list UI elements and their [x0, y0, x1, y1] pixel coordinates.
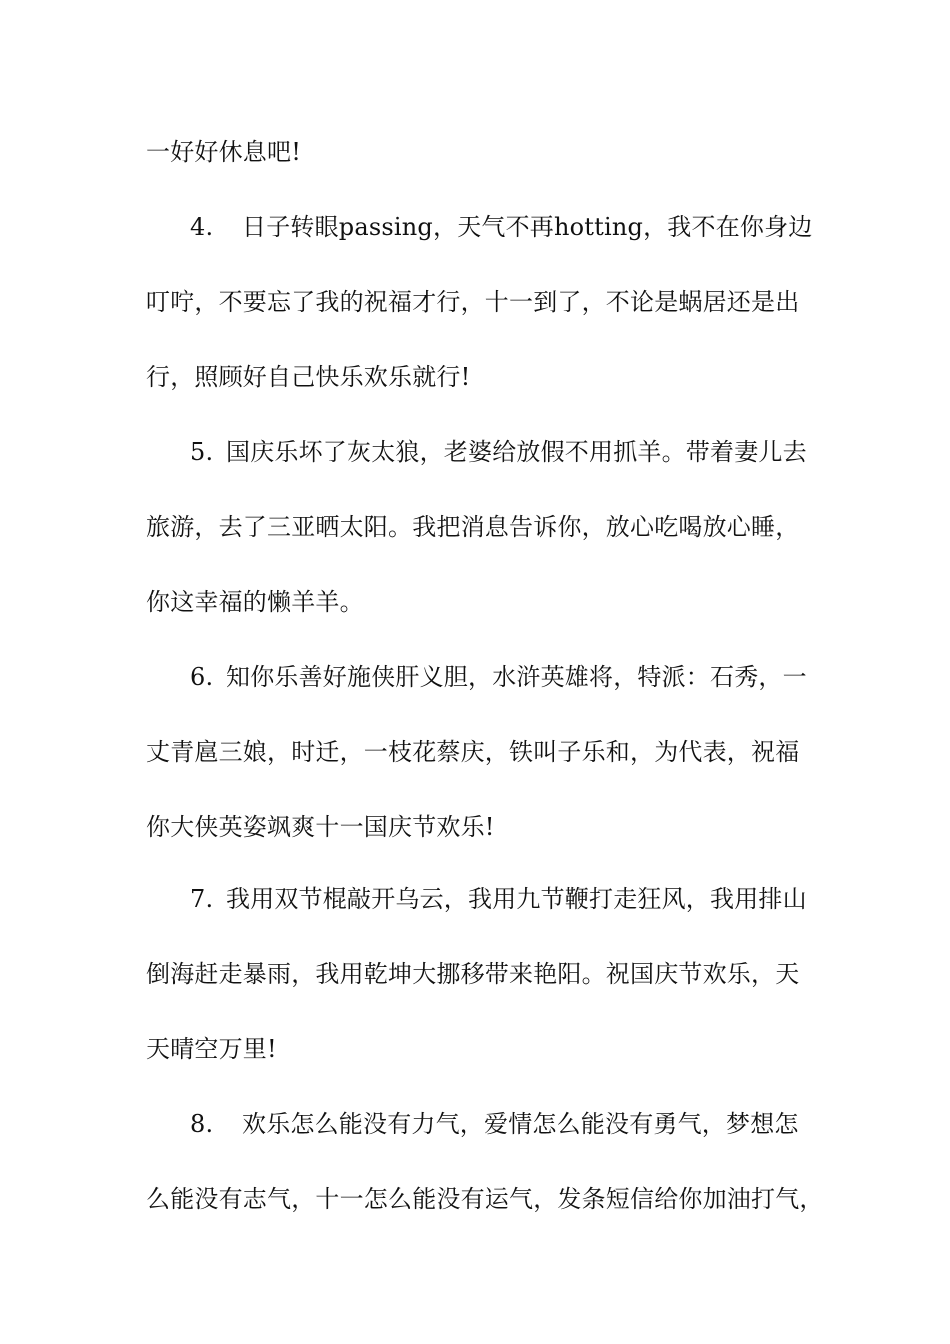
item-5-first-line [190, 437, 870, 467]
text-line [146, 812, 826, 842]
text-line [146, 362, 826, 392]
line-text: 日子转眼passing，天气不再hotting，我不在你身边 [242, 213, 813, 241]
line-text: 国庆乐坏了灰太狼，老婆给放假不用抓羊。带着妻儿去 [226, 438, 807, 466]
line-text: 天晴空万里! [146, 1035, 277, 1063]
text-line [146, 587, 826, 617]
line-text: 欢乐怎么能没有力气，爱情怎么能没有勇气，梦想怎 [242, 1110, 799, 1138]
text-line [146, 1034, 826, 1064]
line-text: 行，照顾好自己快乐欢乐就行! [146, 363, 471, 391]
text-line [146, 737, 826, 767]
item-number: 8. [190, 1110, 214, 1138]
item-number: 7. [190, 885, 214, 913]
item-number: 6. [190, 663, 214, 691]
line-text: 丈青扈三娘，时迁，一枝花蔡庆，铁叫子乐和，为代表，祝福 [146, 738, 800, 766]
line-text: 么能没有志气，十一怎么能没有运气，发条短信给你加油打气， [146, 1185, 824, 1213]
text-line [146, 287, 826, 317]
text-line [146, 959, 826, 989]
line-text: 倒海赶走暴雨，我用乾坤大挪移带来艳阳。祝国庆节欢乐，天 [146, 960, 800, 988]
line-text: 知你乐善好施侠肝义胆，水浒英雄将，特派：石秀，一 [226, 663, 807, 691]
item-7-first-line [190, 884, 870, 914]
line-text: 一好好休息吧! [146, 138, 302, 166]
item-8-first-line [190, 1109, 870, 1139]
line-text: 叮咛，不要忘了我的祝福才行，十一到了，不论是蜗居还是出 [146, 288, 800, 316]
text-line [146, 137, 826, 167]
line-text: 我用双节棍敲开乌云，我用九节鞭打走狂风，我用排山 [226, 885, 807, 913]
item-6-first-line [190, 662, 870, 692]
line-text: 旅游，去了三亚晒太阳。我把消息告诉你，放心吃喝放心睡， [146, 513, 800, 541]
item-4-first-line [190, 212, 870, 242]
line-text: 你大侠英姿飒爽十一国庆节欢乐! [146, 813, 495, 841]
item-number: 5. [190, 438, 214, 466]
text-line [146, 512, 826, 542]
line-text: 你这幸福的懒羊羊。 [146, 588, 364, 616]
text-line [146, 1184, 826, 1214]
item-number: 4. [190, 213, 214, 241]
